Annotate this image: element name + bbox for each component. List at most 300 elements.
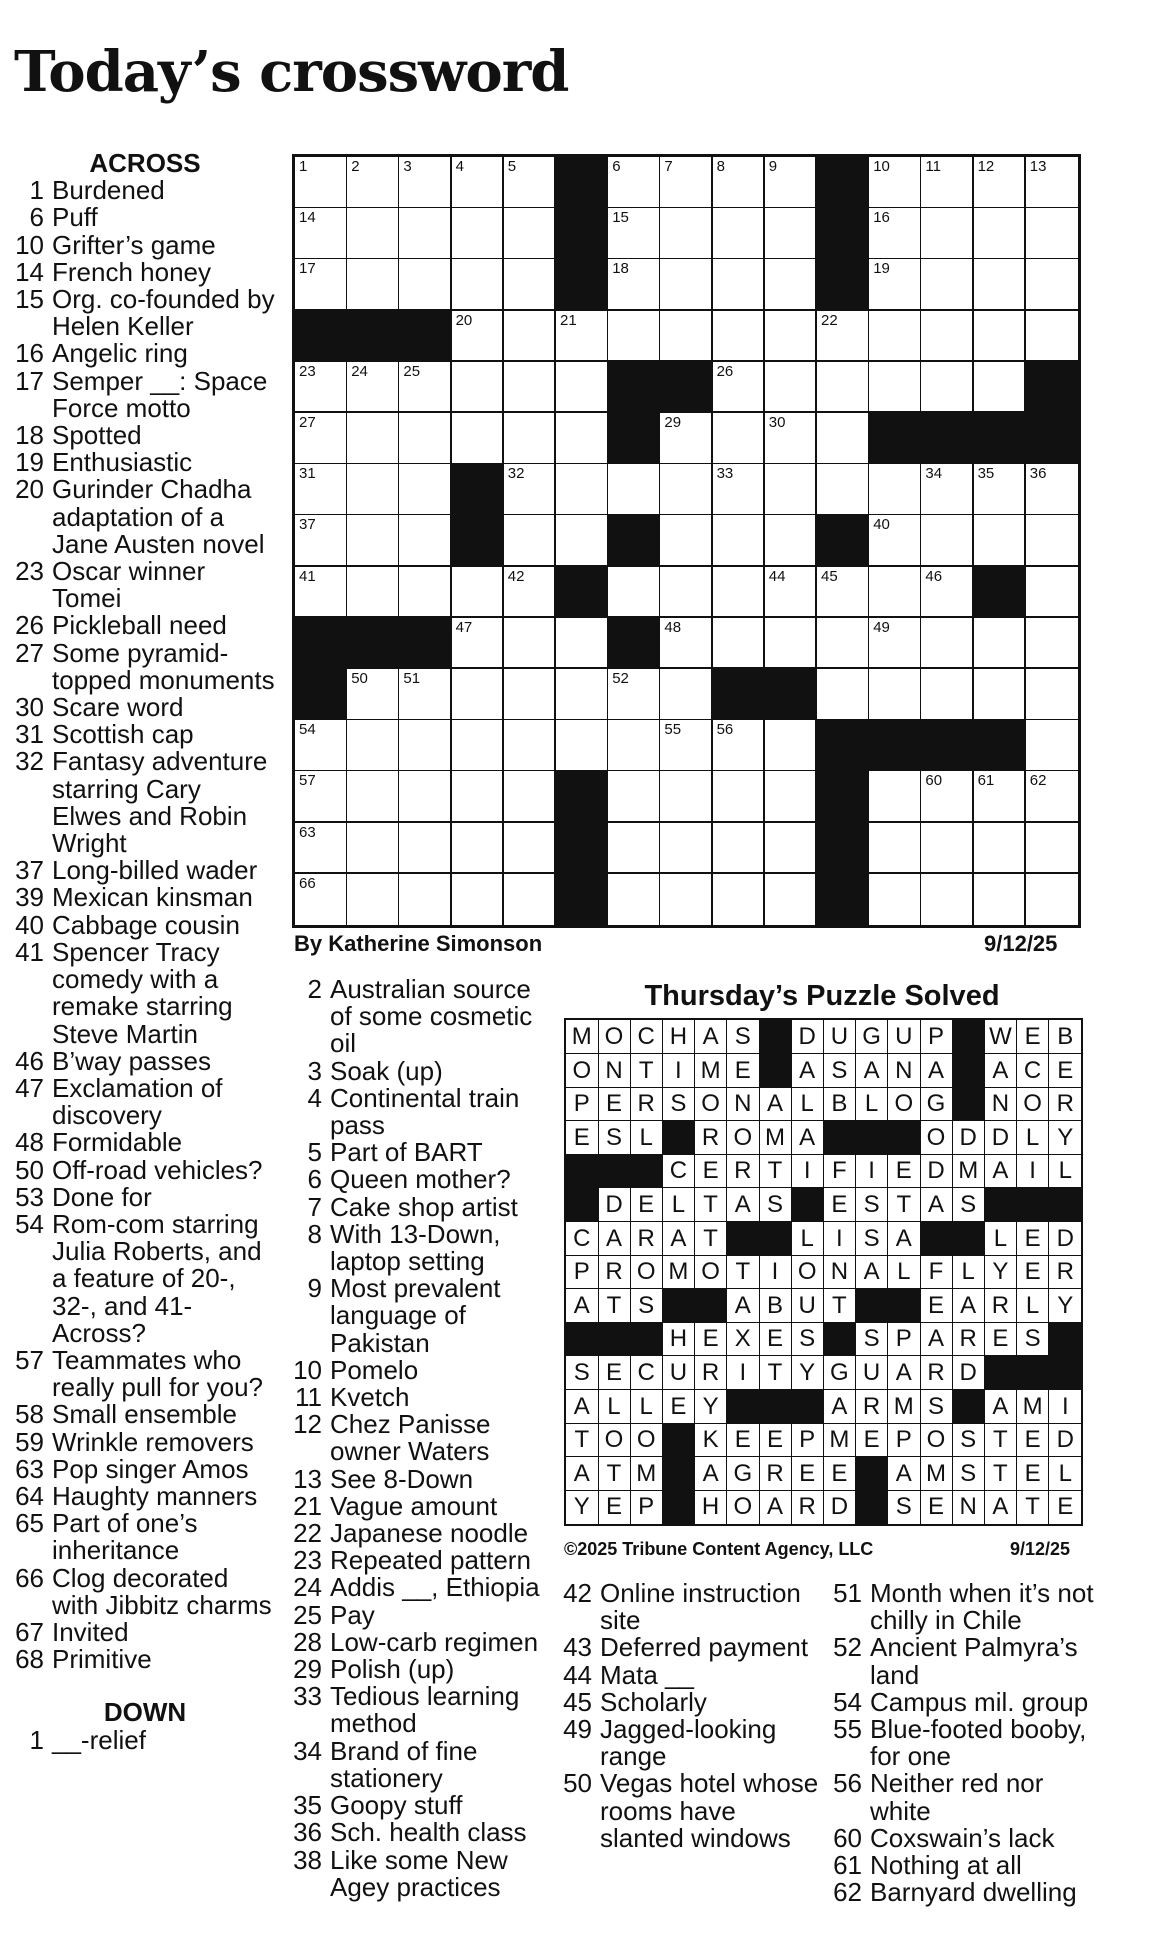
grid-cell[interactable] bbox=[399, 413, 452, 465]
grid-cell[interactable] bbox=[765, 874, 818, 925]
grid-cell[interactable] bbox=[869, 259, 922, 311]
clue-number: 17 bbox=[15, 365, 44, 396]
grid-cell[interactable] bbox=[869, 464, 922, 516]
grid-cell[interactable] bbox=[1026, 618, 1078, 670]
solution-letter: A bbox=[856, 1255, 889, 1289]
grid-cell[interactable] bbox=[452, 311, 505, 363]
copyright: ©2025 Tribune Content Agency, LLC bbox=[564, 1539, 874, 1559]
solution-black-square bbox=[759, 1054, 792, 1088]
grid-cell[interactable] bbox=[660, 208, 713, 260]
across-clue bbox=[14, 612, 276, 639]
cell-number: 54 bbox=[299, 721, 316, 739]
solution-letter: I bbox=[663, 1054, 696, 1088]
grid-cell[interactable] bbox=[660, 823, 713, 875]
grid-cell[interactable] bbox=[452, 874, 505, 925]
grid-cell[interactable] bbox=[921, 259, 974, 311]
grid-cell[interactable] bbox=[399, 259, 452, 311]
solution-black-square bbox=[856, 1457, 889, 1491]
clue-number: 50 bbox=[563, 1768, 592, 1799]
solution-letter: E bbox=[1017, 1457, 1050, 1491]
grid-cell[interactable] bbox=[974, 823, 1027, 875]
grid-cell[interactable] bbox=[556, 464, 609, 516]
grid-cell[interactable] bbox=[452, 413, 505, 465]
cell-number: 56 bbox=[716, 721, 734, 739]
solution-letter: A bbox=[985, 1154, 1018, 1188]
clue-text: Nothing at all bbox=[870, 1850, 1022, 1881]
solution-letter: S bbox=[791, 1322, 824, 1356]
grid-cell[interactable] bbox=[817, 618, 870, 670]
solution-letter: G bbox=[920, 1087, 953, 1121]
black-square bbox=[608, 515, 661, 567]
solution-letter: N bbox=[888, 1054, 921, 1088]
clue-number: 59 bbox=[15, 1426, 44, 1457]
across-clue bbox=[14, 1480, 276, 1511]
grid-cell[interactable] bbox=[974, 157, 1027, 209]
grid-cell[interactable] bbox=[765, 771, 818, 823]
grid-cell[interactable] bbox=[1026, 567, 1078, 619]
grid-cell[interactable] bbox=[556, 720, 609, 772]
grid-cell[interactable] bbox=[295, 567, 348, 619]
grid-cell[interactable] bbox=[765, 413, 818, 465]
grid-cell[interactable] bbox=[660, 669, 713, 721]
down-clue bbox=[292, 976, 548, 1058]
grid-cell[interactable] bbox=[504, 618, 557, 670]
grid-cell[interactable] bbox=[921, 157, 974, 209]
grid-cell[interactable] bbox=[869, 669, 922, 721]
grid-cell[interactable] bbox=[869, 567, 922, 619]
down-clue bbox=[292, 1547, 548, 1574]
grid-cell[interactable] bbox=[295, 515, 348, 567]
grid-cell[interactable] bbox=[765, 311, 818, 363]
grid-cell[interactable] bbox=[869, 874, 922, 925]
grid-cell[interactable] bbox=[974, 259, 1027, 311]
grid-cell[interactable] bbox=[974, 311, 1027, 363]
grid-cell[interactable] bbox=[713, 259, 766, 311]
solution-letter: T bbox=[566, 1423, 599, 1457]
grid-cell[interactable] bbox=[504, 208, 557, 260]
grid-cell[interactable] bbox=[1026, 874, 1078, 925]
solution-letter: R bbox=[856, 1390, 889, 1424]
grid-cell[interactable] bbox=[765, 362, 818, 414]
grid-cell[interactable] bbox=[608, 311, 661, 363]
across-clue bbox=[14, 340, 276, 367]
grid-cell[interactable] bbox=[1026, 157, 1078, 209]
grid-cell[interactable] bbox=[347, 208, 400, 260]
grid-cell[interactable] bbox=[1026, 311, 1078, 363]
grid-cell[interactable] bbox=[399, 157, 452, 209]
grid-cell[interactable] bbox=[921, 311, 974, 363]
across-clue bbox=[14, 1154, 276, 1185]
solution-title: Thursday’s Puzzle Solved bbox=[644, 980, 1000, 1012]
grid-cell[interactable] bbox=[347, 413, 400, 465]
cell-number: 13 bbox=[1029, 158, 1047, 175]
solution-letter: I bbox=[856, 1154, 889, 1188]
solution-letter: U bbox=[824, 1020, 857, 1054]
grid-cell[interactable] bbox=[713, 157, 766, 209]
grid-cell[interactable] bbox=[869, 157, 922, 209]
grid-cell[interactable] bbox=[399, 208, 452, 260]
grid-cell[interactable] bbox=[713, 208, 766, 260]
grid-cell[interactable] bbox=[869, 771, 922, 823]
solution-letter: E bbox=[985, 1322, 1018, 1356]
grid-cell[interactable] bbox=[1026, 515, 1078, 567]
solution-letter: D bbox=[824, 1490, 857, 1524]
solution-letter: C bbox=[1017, 1054, 1050, 1088]
grid-cell[interactable] bbox=[504, 157, 557, 209]
solution-letter: E bbox=[1049, 1054, 1082, 1088]
grid-cell[interactable] bbox=[452, 259, 505, 311]
grid-cell[interactable] bbox=[1026, 464, 1078, 516]
cell-number: 67 bbox=[560, 874, 577, 892]
grid-cell[interactable] bbox=[921, 464, 974, 516]
grid-cell[interactable] bbox=[608, 720, 661, 772]
grid-cell[interactable] bbox=[347, 259, 400, 311]
solution-letter: B bbox=[1049, 1020, 1082, 1054]
cell-number: 23 bbox=[299, 362, 316, 380]
grid-cell[interactable] bbox=[713, 362, 766, 414]
black-square bbox=[556, 208, 609, 260]
grid-cell[interactable] bbox=[660, 874, 713, 925]
solution-letter: O bbox=[888, 1087, 921, 1121]
solution-letter: O bbox=[791, 1255, 824, 1289]
black-square bbox=[556, 259, 609, 311]
solution-black-square bbox=[566, 1188, 599, 1222]
grid-cell[interactable] bbox=[295, 874, 348, 925]
cell-number: 3 bbox=[403, 158, 412, 175]
down-clue bbox=[832, 1770, 1094, 1824]
grid-cell[interactable] bbox=[452, 618, 505, 670]
grid-cell[interactable] bbox=[399, 874, 452, 925]
grid-cell[interactable] bbox=[347, 567, 400, 619]
grid-cell[interactable] bbox=[347, 464, 400, 516]
clue-number: 42 bbox=[563, 1578, 592, 1608]
grid-cell[interactable] bbox=[452, 669, 505, 721]
solution-letter: N bbox=[598, 1054, 631, 1088]
grid-cell[interactable] bbox=[921, 515, 974, 567]
grid-cell[interactable] bbox=[869, 362, 922, 414]
grid-cell[interactable] bbox=[452, 208, 505, 260]
solution-letter: A bbox=[920, 1054, 953, 1088]
solution-letter: R bbox=[695, 1356, 728, 1390]
clue-text: Angelic ring bbox=[52, 338, 188, 369]
grid-cell[interactable] bbox=[347, 362, 400, 414]
grid-cell[interactable] bbox=[974, 618, 1027, 670]
solution-letter: S bbox=[888, 1490, 921, 1524]
grid-cell[interactable] bbox=[713, 874, 766, 925]
solution-black-square bbox=[663, 1289, 696, 1323]
grid-cell[interactable] bbox=[556, 362, 609, 414]
grid-cell[interactable] bbox=[817, 362, 870, 414]
grid-cell[interactable] bbox=[921, 874, 974, 925]
across-clue bbox=[14, 1072, 276, 1131]
grid-cell[interactable] bbox=[504, 567, 557, 619]
grid-cell[interactable] bbox=[660, 259, 713, 311]
grid-cell[interactable] bbox=[921, 669, 974, 721]
grid-cell[interactable] bbox=[921, 618, 974, 670]
cell-number: 36 bbox=[1029, 465, 1047, 483]
clue-number: 38 bbox=[293, 1844, 322, 1875]
solution-letter: I bbox=[791, 1154, 824, 1188]
clue-number: 12 bbox=[293, 1409, 322, 1440]
grid-cell[interactable] bbox=[660, 157, 713, 209]
grid-cell[interactable] bbox=[399, 515, 452, 567]
grid-cell[interactable] bbox=[660, 413, 713, 465]
grid-cell[interactable] bbox=[974, 362, 1027, 414]
cell-number: 66 bbox=[299, 874, 316, 892]
grid-cell[interactable] bbox=[608, 157, 661, 209]
grid-cell[interactable] bbox=[921, 823, 974, 875]
solution-letter: O bbox=[695, 1255, 728, 1289]
grid-cell[interactable] bbox=[974, 515, 1027, 567]
grid-cell[interactable] bbox=[921, 771, 974, 823]
cell-number: 8 bbox=[716, 158, 725, 175]
grid-cell[interactable] bbox=[504, 515, 557, 567]
clue-text: Soak (up) bbox=[330, 1055, 443, 1086]
grid-cell[interactable] bbox=[1026, 208, 1078, 260]
grid-cell[interactable] bbox=[660, 515, 713, 567]
solution-black-square bbox=[920, 1222, 953, 1256]
grid-cell[interactable] bbox=[295, 259, 348, 311]
grid-cell[interactable] bbox=[608, 259, 661, 311]
grid-cell[interactable] bbox=[869, 208, 922, 260]
grid-cell[interactable] bbox=[974, 874, 1027, 925]
solution-letter: P bbox=[630, 1490, 663, 1524]
grid-cell[interactable] bbox=[504, 259, 557, 311]
cell-number: 21 bbox=[560, 311, 577, 329]
grid-cell[interactable] bbox=[504, 413, 557, 465]
grid-cell[interactable] bbox=[660, 771, 713, 823]
grid-cell[interactable] bbox=[399, 669, 452, 721]
clue-text: With 13-Down, laptop setting bbox=[330, 1218, 501, 1277]
grid-cell[interactable] bbox=[347, 669, 400, 721]
cell-number: 68 bbox=[821, 874, 838, 892]
solution-letter: L bbox=[952, 1255, 985, 1289]
grid-cell[interactable] bbox=[295, 413, 348, 465]
grid-cell[interactable] bbox=[556, 413, 609, 465]
grid-cell[interactable] bbox=[713, 515, 766, 567]
grid-cell[interactable] bbox=[974, 669, 1027, 721]
solution-black-square bbox=[695, 1289, 728, 1323]
grid-cell[interactable] bbox=[869, 618, 922, 670]
grid-cell[interactable] bbox=[974, 208, 1027, 260]
grid-cell[interactable] bbox=[817, 669, 870, 721]
solution-letter: O bbox=[920, 1423, 953, 1457]
grid-cell[interactable] bbox=[556, 669, 609, 721]
grid-cell[interactable] bbox=[660, 464, 713, 516]
solution-letter: O bbox=[727, 1490, 760, 1524]
clue-text: Blue-footed booby, for one bbox=[870, 1714, 1087, 1772]
grid-cell[interactable] bbox=[608, 464, 661, 516]
clue-number: 1 bbox=[29, 1724, 44, 1755]
clue-column-1 bbox=[14, 150, 276, 1754]
down-clue bbox=[292, 1275, 548, 1357]
grid-cell[interactable] bbox=[347, 823, 400, 875]
grid-cell[interactable] bbox=[713, 311, 766, 363]
grid-cell[interactable] bbox=[399, 362, 452, 414]
grid-cell[interactable] bbox=[1026, 720, 1078, 772]
grid-cell[interactable] bbox=[504, 874, 557, 925]
grid-cell[interactable] bbox=[347, 515, 400, 567]
grid-cell[interactable] bbox=[504, 362, 557, 414]
grid-cell[interactable] bbox=[295, 157, 348, 209]
grid-cell[interactable] bbox=[295, 823, 348, 875]
grid-cell[interactable] bbox=[974, 771, 1027, 823]
grid-cell[interactable] bbox=[713, 618, 766, 670]
grid-cell[interactable] bbox=[504, 669, 557, 721]
grid-cell[interactable] bbox=[295, 771, 348, 823]
grid-cell[interactable] bbox=[1026, 771, 1078, 823]
black-square bbox=[660, 362, 713, 414]
grid-cell[interactable] bbox=[556, 311, 609, 363]
grid-cell[interactable] bbox=[817, 311, 870, 363]
grid-cell[interactable] bbox=[295, 362, 348, 414]
black-square bbox=[1026, 362, 1078, 414]
grid-cell[interactable] bbox=[921, 567, 974, 619]
grid-cell[interactable] bbox=[765, 157, 818, 209]
clue-number: 26 bbox=[15, 610, 44, 641]
grid-cell[interactable] bbox=[452, 157, 505, 209]
grid-cell[interactable] bbox=[504, 311, 557, 363]
grid-cell[interactable] bbox=[713, 413, 766, 465]
grid-cell[interactable] bbox=[869, 515, 922, 567]
grid-cell[interactable] bbox=[869, 823, 922, 875]
solution-letter: D bbox=[985, 1121, 1018, 1155]
grid-cell[interactable] bbox=[1026, 259, 1078, 311]
grid-cell[interactable] bbox=[295, 464, 348, 516]
across-header: ACROSS bbox=[89, 148, 201, 178]
grid-cell[interactable] bbox=[608, 669, 661, 721]
solution-letter: F bbox=[920, 1255, 953, 1289]
grid-cell[interactable] bbox=[1026, 669, 1078, 721]
grid-cell[interactable] bbox=[399, 771, 452, 823]
grid-cell[interactable] bbox=[556, 515, 609, 567]
across-clue bbox=[14, 884, 276, 911]
grid-cell[interactable] bbox=[713, 464, 766, 516]
clue-text: Deferred payment bbox=[600, 1632, 809, 1663]
grid-cell[interactable] bbox=[452, 771, 505, 823]
clue-number: 34 bbox=[293, 1735, 322, 1766]
grid-cell[interactable] bbox=[660, 311, 713, 363]
grid-cell[interactable] bbox=[765, 515, 818, 567]
grid-cell[interactable] bbox=[347, 874, 400, 925]
grid-cell[interactable] bbox=[608, 823, 661, 875]
cell-number: 46 bbox=[925, 567, 943, 585]
grid-cell[interactable] bbox=[399, 567, 452, 619]
grid-cell[interactable] bbox=[765, 259, 818, 311]
grid-cell[interactable] bbox=[660, 720, 713, 772]
solution-letter: E bbox=[1017, 1020, 1050, 1054]
solution-letter: A bbox=[888, 1457, 921, 1491]
cell-number: 15 bbox=[612, 209, 629, 227]
grid-cell[interactable] bbox=[765, 720, 818, 772]
solution-letter: A bbox=[727, 1188, 760, 1222]
grid-cell[interactable] bbox=[608, 771, 661, 823]
grid-cell[interactable] bbox=[504, 720, 557, 772]
grid-cell[interactable] bbox=[504, 464, 557, 516]
clue-text: Vague amount bbox=[330, 1490, 498, 1521]
grid-cell[interactable] bbox=[1026, 823, 1078, 875]
solution-letter: N bbox=[952, 1490, 985, 1524]
grid-cell[interactable] bbox=[399, 720, 452, 772]
grid-cell[interactable] bbox=[608, 874, 661, 925]
grid-cell[interactable] bbox=[347, 720, 400, 772]
grid-cell[interactable] bbox=[921, 208, 974, 260]
down-clue bbox=[292, 1656, 548, 1683]
down-clue bbox=[292, 1384, 548, 1411]
grid-cell[interactable] bbox=[921, 362, 974, 414]
grid-cell[interactable] bbox=[713, 567, 766, 619]
clue-text: Part of BART bbox=[330, 1137, 483, 1168]
grid-cell[interactable] bbox=[504, 771, 557, 823]
grid-cell[interactable] bbox=[765, 618, 818, 670]
clue-number: 30 bbox=[15, 692, 44, 723]
grid-cell[interactable] bbox=[556, 618, 609, 670]
grid-cell[interactable] bbox=[295, 208, 348, 260]
solution-letter: K bbox=[695, 1423, 728, 1457]
grid-cell[interactable] bbox=[347, 157, 400, 209]
clue-number: 61 bbox=[833, 1850, 862, 1881]
solution-letter: O bbox=[727, 1121, 760, 1155]
grid-cell[interactable] bbox=[817, 413, 870, 465]
solution-black-square bbox=[566, 1322, 599, 1356]
black-square bbox=[713, 669, 766, 721]
clue-number: 15 bbox=[15, 284, 44, 315]
solution-black-square bbox=[630, 1322, 663, 1356]
grid-cell[interactable] bbox=[660, 567, 713, 619]
grid-cell[interactable] bbox=[713, 720, 766, 772]
clue-text: Online instruction site bbox=[600, 1578, 801, 1636]
grid-cell[interactable] bbox=[713, 771, 766, 823]
grid-cell[interactable] bbox=[869, 311, 922, 363]
grid-cell[interactable] bbox=[974, 464, 1027, 516]
clue-number: 60 bbox=[833, 1822, 862, 1853]
grid-cell[interactable] bbox=[660, 618, 713, 670]
clue-text: Vegas hotel whose rooms have slanted windows bbox=[600, 1768, 819, 1853]
clue-number: 11 bbox=[295, 1382, 322, 1413]
grid-cell[interactable] bbox=[452, 823, 505, 875]
black-square bbox=[556, 567, 609, 619]
solution-letter: Y bbox=[695, 1390, 728, 1424]
grid-cell[interactable] bbox=[608, 208, 661, 260]
solution-letter: T bbox=[759, 1356, 792, 1390]
down-clue bbox=[292, 1599, 548, 1630]
grid-cell[interactable] bbox=[452, 567, 505, 619]
grid-cell[interactable] bbox=[765, 567, 818, 619]
grid-cell[interactable] bbox=[452, 362, 505, 414]
grid-cell[interactable] bbox=[399, 823, 452, 875]
clue-text: Some pyramid-topped monuments bbox=[52, 637, 275, 695]
grid-cell[interactable] bbox=[765, 464, 818, 516]
grid-cell[interactable] bbox=[504, 823, 557, 875]
grid-cell[interactable] bbox=[452, 720, 505, 772]
black-square bbox=[556, 823, 609, 875]
grid-cell[interactable] bbox=[817, 567, 870, 619]
grid-cell[interactable] bbox=[713, 823, 766, 875]
solution-letter: U bbox=[791, 1289, 824, 1323]
grid-cell[interactable] bbox=[817, 464, 870, 516]
solution-letter: A bbox=[888, 1222, 921, 1256]
grid-cell[interactable] bbox=[608, 567, 661, 619]
grid-cell[interactable] bbox=[765, 208, 818, 260]
clue-text: Queen mother? bbox=[330, 1164, 511, 1195]
solution-letter: D bbox=[952, 1121, 985, 1155]
grid-cell[interactable] bbox=[765, 823, 818, 875]
grid-cell[interactable] bbox=[399, 464, 452, 516]
grid-cell[interactable] bbox=[295, 720, 348, 772]
across-clue bbox=[14, 229, 276, 260]
grid-cell[interactable] bbox=[347, 771, 400, 823]
across-clue bbox=[14, 936, 276, 1049]
